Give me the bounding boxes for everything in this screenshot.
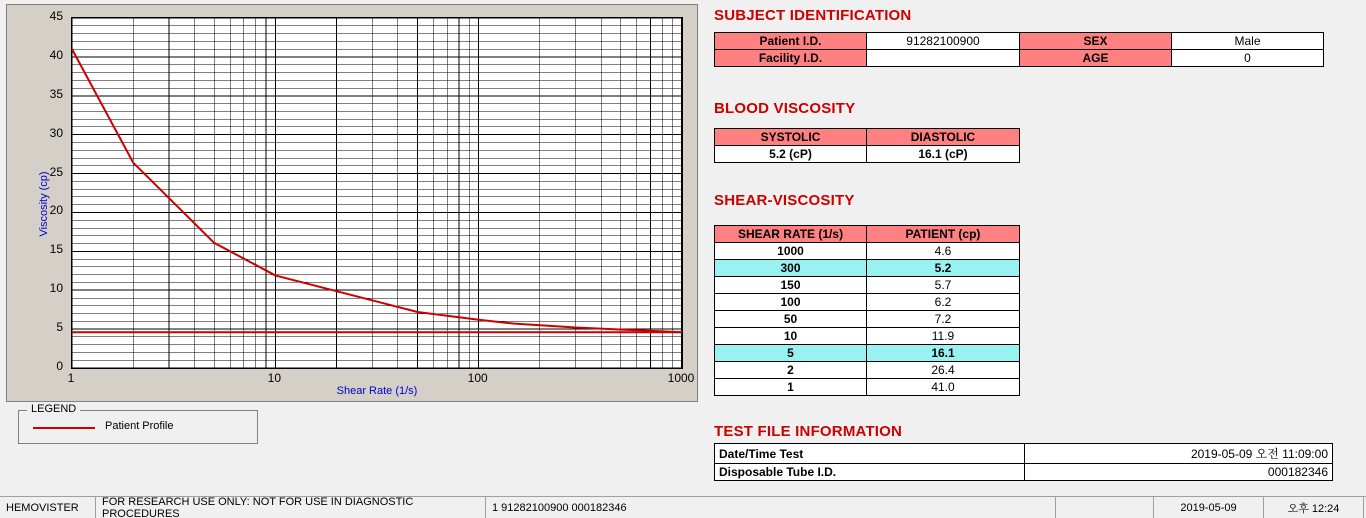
table-row	[715, 311, 1020, 328]
chart-panel	[6, 4, 698, 402]
shear-rate-cell: 150	[715, 277, 867, 294]
y-tick-label: 25	[49, 164, 63, 179]
sex-label: SEX	[1020, 33, 1172, 50]
patient-viscosity-cell: 4.6	[867, 243, 1020, 260]
facility-id-value	[867, 50, 1020, 67]
patient-viscosity-cell: 26.4	[867, 362, 1020, 379]
table-row	[715, 243, 1020, 260]
table-row	[715, 294, 1020, 311]
diastolic-label: DIASTOLIC	[867, 129, 1020, 146]
table-row	[715, 444, 1333, 464]
status-time: 오후 12:24	[1264, 497, 1364, 518]
shear-viscosity-rows	[715, 243, 1020, 396]
table-row	[715, 129, 1020, 146]
x-axis-label: Shear Rate (1/s)	[336, 385, 418, 397]
shear-rate-column-header: SHEAR RATE (1/s)	[715, 226, 867, 243]
test-file-information-title: TEST FILE INFORMATION	[714, 423, 903, 440]
status-date: 2019-05-09	[1154, 497, 1264, 518]
plot-area	[71, 17, 683, 369]
subject-identification-table	[714, 32, 1324, 67]
status-research-notice: FOR RESEARCH USE ONLY: NOT FOR USE IN DIAGNOSTIC PROCEDURES	[96, 497, 486, 518]
diastolic-value: 16.1 (cP)	[867, 146, 1020, 163]
patient-viscosity-cell: 7.2	[867, 311, 1020, 328]
table-row	[715, 328, 1020, 345]
patient-viscosity-cell: 41.0	[867, 379, 1020, 396]
blood-viscosity-title: BLOOD VISCOSITY	[714, 100, 856, 117]
y-axis-label-wrap	[37, 160, 51, 250]
x-tick-label: 100	[467, 371, 488, 385]
y-tick-label: 15	[49, 242, 63, 257]
patient-viscosity-cell: 5.7	[867, 277, 1020, 294]
y-tick-label: 45	[49, 9, 63, 23]
patient-viscosity-cell: 5.2	[867, 260, 1020, 277]
y-tick-label: 40	[49, 47, 63, 62]
table-row	[715, 362, 1020, 379]
blood-viscosity-table	[714, 128, 1020, 163]
status-record-ids: 1 91282100900 000182346	[486, 497, 1056, 518]
datetime-value: 2019-05-09 오전 11:09:00	[1025, 444, 1333, 464]
table-row	[715, 260, 1020, 277]
shear-rate-cell: 50	[715, 311, 867, 328]
status-app-name: HEMOVISTER	[0, 497, 96, 518]
table-row	[715, 50, 1324, 67]
patient-id-value: 91282100900	[867, 33, 1020, 50]
y-tick-label: 30	[49, 125, 63, 140]
table-header-row	[715, 226, 1020, 243]
shear-rate-cell: 100	[715, 294, 867, 311]
patient-id-label: Patient I.D.	[715, 33, 867, 50]
status-blank	[1056, 497, 1154, 518]
datetime-label: Date/Time Test	[715, 444, 1025, 464]
patient-column-header: PATIENT (cp)	[867, 226, 1020, 243]
subject-identification-title: SUBJECT IDENTIFICATION	[714, 7, 912, 24]
y-tick-label: 35	[49, 86, 63, 101]
patient-viscosity-cell: 11.9	[867, 328, 1020, 345]
x-tick-label: 1000	[667, 371, 695, 385]
test-file-table	[714, 443, 1333, 481]
y-axis-label: Viscosity (cp)	[38, 171, 50, 237]
shear-rate-cell: 1000	[715, 243, 867, 260]
y-tick-label: 0	[56, 359, 63, 373]
table-row	[715, 345, 1020, 362]
x-tick-label: 1	[67, 371, 75, 385]
shear-viscosity-title: SHEAR-VISCOSITY	[714, 192, 855, 209]
patient-viscosity-cell: 6.2	[867, 294, 1020, 311]
status-bar	[0, 496, 1366, 518]
systolic-value: 5.2 (cP)	[715, 146, 867, 163]
facility-id-label: Facility I.D.	[715, 50, 867, 67]
shear-rate-cell: 10	[715, 328, 867, 345]
y-tick-label: 20	[49, 203, 63, 218]
shear-rate-cell: 300	[715, 260, 867, 277]
shear-rate-cell: 1	[715, 379, 867, 396]
legend-series-swatch	[33, 427, 95, 429]
shear-rate-cell: 5	[715, 345, 867, 362]
age-label: AGE	[1020, 50, 1172, 67]
shear-rate-cell: 2	[715, 362, 867, 379]
plot-svg	[72, 18, 682, 368]
table-row	[715, 379, 1020, 396]
table-row	[715, 146, 1020, 163]
systolic-label: SYSTOLIC	[715, 129, 867, 146]
table-row	[715, 33, 1324, 50]
x-tick-label: 10	[267, 371, 281, 385]
patient-viscosity-cell: 16.1	[867, 345, 1020, 362]
table-row	[715, 464, 1333, 481]
chart-legend	[18, 403, 258, 444]
y-tick-label: 5	[56, 320, 63, 335]
sex-value: Male	[1172, 33, 1324, 50]
age-value: 0	[1172, 50, 1324, 67]
table-row	[715, 277, 1020, 294]
shear-viscosity-table	[714, 225, 1020, 396]
y-tick-label: 10	[49, 281, 63, 296]
tube-id-value: 000182346	[1025, 464, 1333, 481]
legend-series-label: Patient Profile	[105, 420, 174, 432]
legend-title: LEGEND	[27, 403, 80, 415]
report-pane	[710, 0, 1358, 486]
tube-id-label: Disposable Tube I.D.	[715, 464, 1025, 481]
